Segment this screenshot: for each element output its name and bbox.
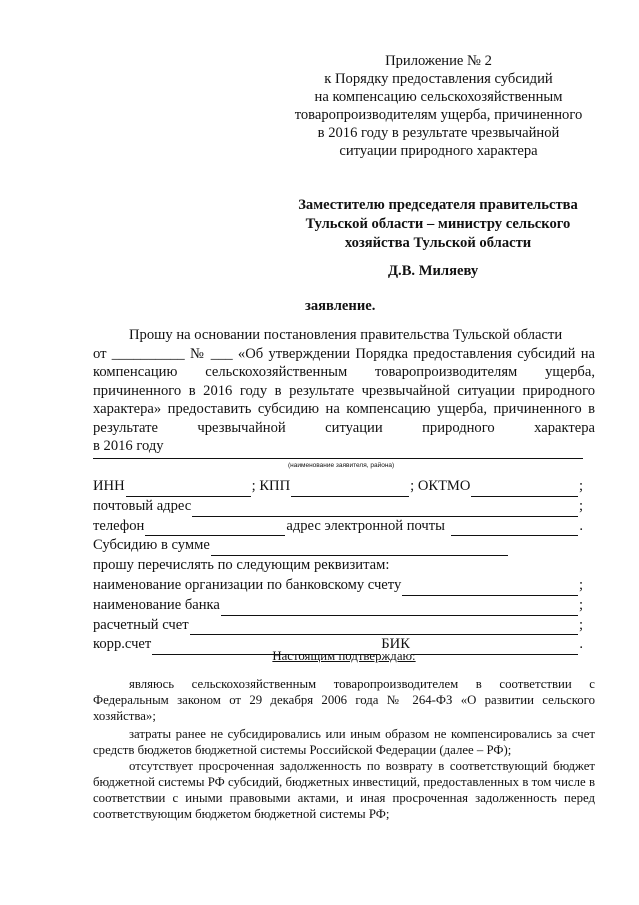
amount-label: Субсидию в сумме: [93, 537, 210, 554]
confirm-item: являюсь сельскохозяйственным товаропроизводителем в соответствии с Федеральным законом от 29 декабря 2006 года № 264-ФЗ «О развитии сельского хозяйства»;: [93, 677, 595, 723]
appendix-line: товаропроизводителям ущерба, причиненного: [294, 107, 583, 123]
confirm-list: [93, 676, 595, 822]
appendix-line: к Порядку предоставления субсидий: [324, 71, 553, 87]
row-bank-name: [93, 596, 583, 616]
oktmo-label: ; ОКТМО: [410, 478, 471, 494]
phone-label: телефон: [93, 517, 145, 534]
document-title: заявление.: [305, 298, 376, 314]
amount-field[interactable]: [211, 542, 508, 556]
row-transfer: [93, 556, 583, 576]
appendix-line: ситуации природного характера: [339, 143, 538, 159]
transfer-label: прошу перечислять по следующим реквизитам:: [93, 557, 390, 574]
confirm-heading-text: Настоящим подтверждаю:: [272, 649, 416, 663]
row-postal: [93, 497, 583, 517]
request-line: в 2016 году: [93, 438, 164, 454]
request-line: результате чрезвычайной ситуации природного характера: [93, 419, 595, 436]
request-paragraph: [93, 326, 595, 456]
semicolon: ;: [578, 616, 583, 633]
addressee-line: хозяйства Тульской области: [344, 235, 532, 251]
confirm-item: отсутствует просроченная задолженность по возврату в соответствующий бюджет бюджетной системы РФ субсидий, бюджетных инвестиций, предоставленных в том числе в соответствии с иными правовыми актами, и иная просроченная задолженность перед соответствующим бюджетом бюджетной системы РФ;: [93, 759, 595, 821]
bank-name-label: наименование банка: [93, 596, 220, 613]
period: .: [579, 636, 583, 653]
appendix-line: в 2016 году в результате чрезвычайной: [317, 125, 560, 141]
postal-field[interactable]: [192, 503, 578, 517]
postal-label: почтовый адрес: [93, 497, 192, 514]
request-line: причиненного в 2016 году в результате чрезвычайной ситуации природного: [93, 382, 595, 399]
period: .: [579, 517, 583, 534]
phone-field[interactable]: [145, 522, 285, 536]
bik-label: БИК: [381, 636, 410, 653]
org-name-field[interactable]: [402, 582, 578, 596]
appendix-header: [286, 52, 591, 160]
account-field[interactable]: [190, 621, 578, 635]
row-phone-email: [93, 517, 583, 537]
bank-name-field[interactable]: [221, 602, 578, 616]
requisites-form: [93, 477, 583, 655]
request-line: от __________ № ___ «Об утверждении Порядка предоставления субсидий на: [93, 345, 595, 362]
kpp-field[interactable]: [291, 483, 409, 497]
oktmo-field[interactable]: [471, 483, 578, 497]
org-name-label: наименование организации по банковскому счету: [93, 576, 402, 593]
semicolon: ;: [578, 576, 583, 593]
appendix-line: на компенсацию сельскохозяйственным: [314, 89, 563, 105]
corr-label: корр.счет: [93, 636, 152, 653]
addressee-name: Д.В. Миляеву: [388, 263, 479, 279]
email-field[interactable]: [451, 522, 578, 536]
email-label: адрес электронной почты: [286, 517, 445, 534]
row-amount: [93, 536, 583, 556]
row-org-name: [93, 576, 583, 596]
confirm-heading: [93, 649, 595, 664]
applicant-name-line[interactable]: [93, 458, 583, 459]
semicolon: ;: [578, 596, 583, 613]
semicolon: ;: [578, 478, 583, 494]
request-line: компенсацию сельскохозяйственным товаропроизводителям ущерба,: [93, 364, 595, 380]
row-inn-kpp-oktmo: [93, 477, 583, 497]
request-line: характера» предоставить субсидию на компенсацию ущерба, причиненного в: [93, 401, 595, 417]
addressee-line: Заместителю председателя правительства: [298, 197, 578, 213]
inn-label: ИНН: [93, 478, 125, 494]
applicant-caption: (наименование заявителя, района): [288, 462, 395, 469]
addressee-block: [268, 196, 608, 253]
kpp-label: ; КПП: [251, 478, 291, 494]
confirm-item: затраты ранее не субсидировались или иным образом не компенсировались за счет средств бюджетов бюджетной системы Российской Федерации (далее – РФ);: [93, 727, 595, 757]
account-label: расчетный счет: [93, 616, 189, 633]
row-account: [93, 616, 583, 636]
inn-field[interactable]: [126, 483, 251, 497]
semicolon: ;: [578, 497, 583, 514]
addressee-line: Тульской области – министру сельского: [305, 216, 571, 232]
request-line: Прошу на основании постановления правительства Тульской области: [129, 327, 563, 343]
appendix-line: Приложение № 2: [385, 53, 492, 69]
